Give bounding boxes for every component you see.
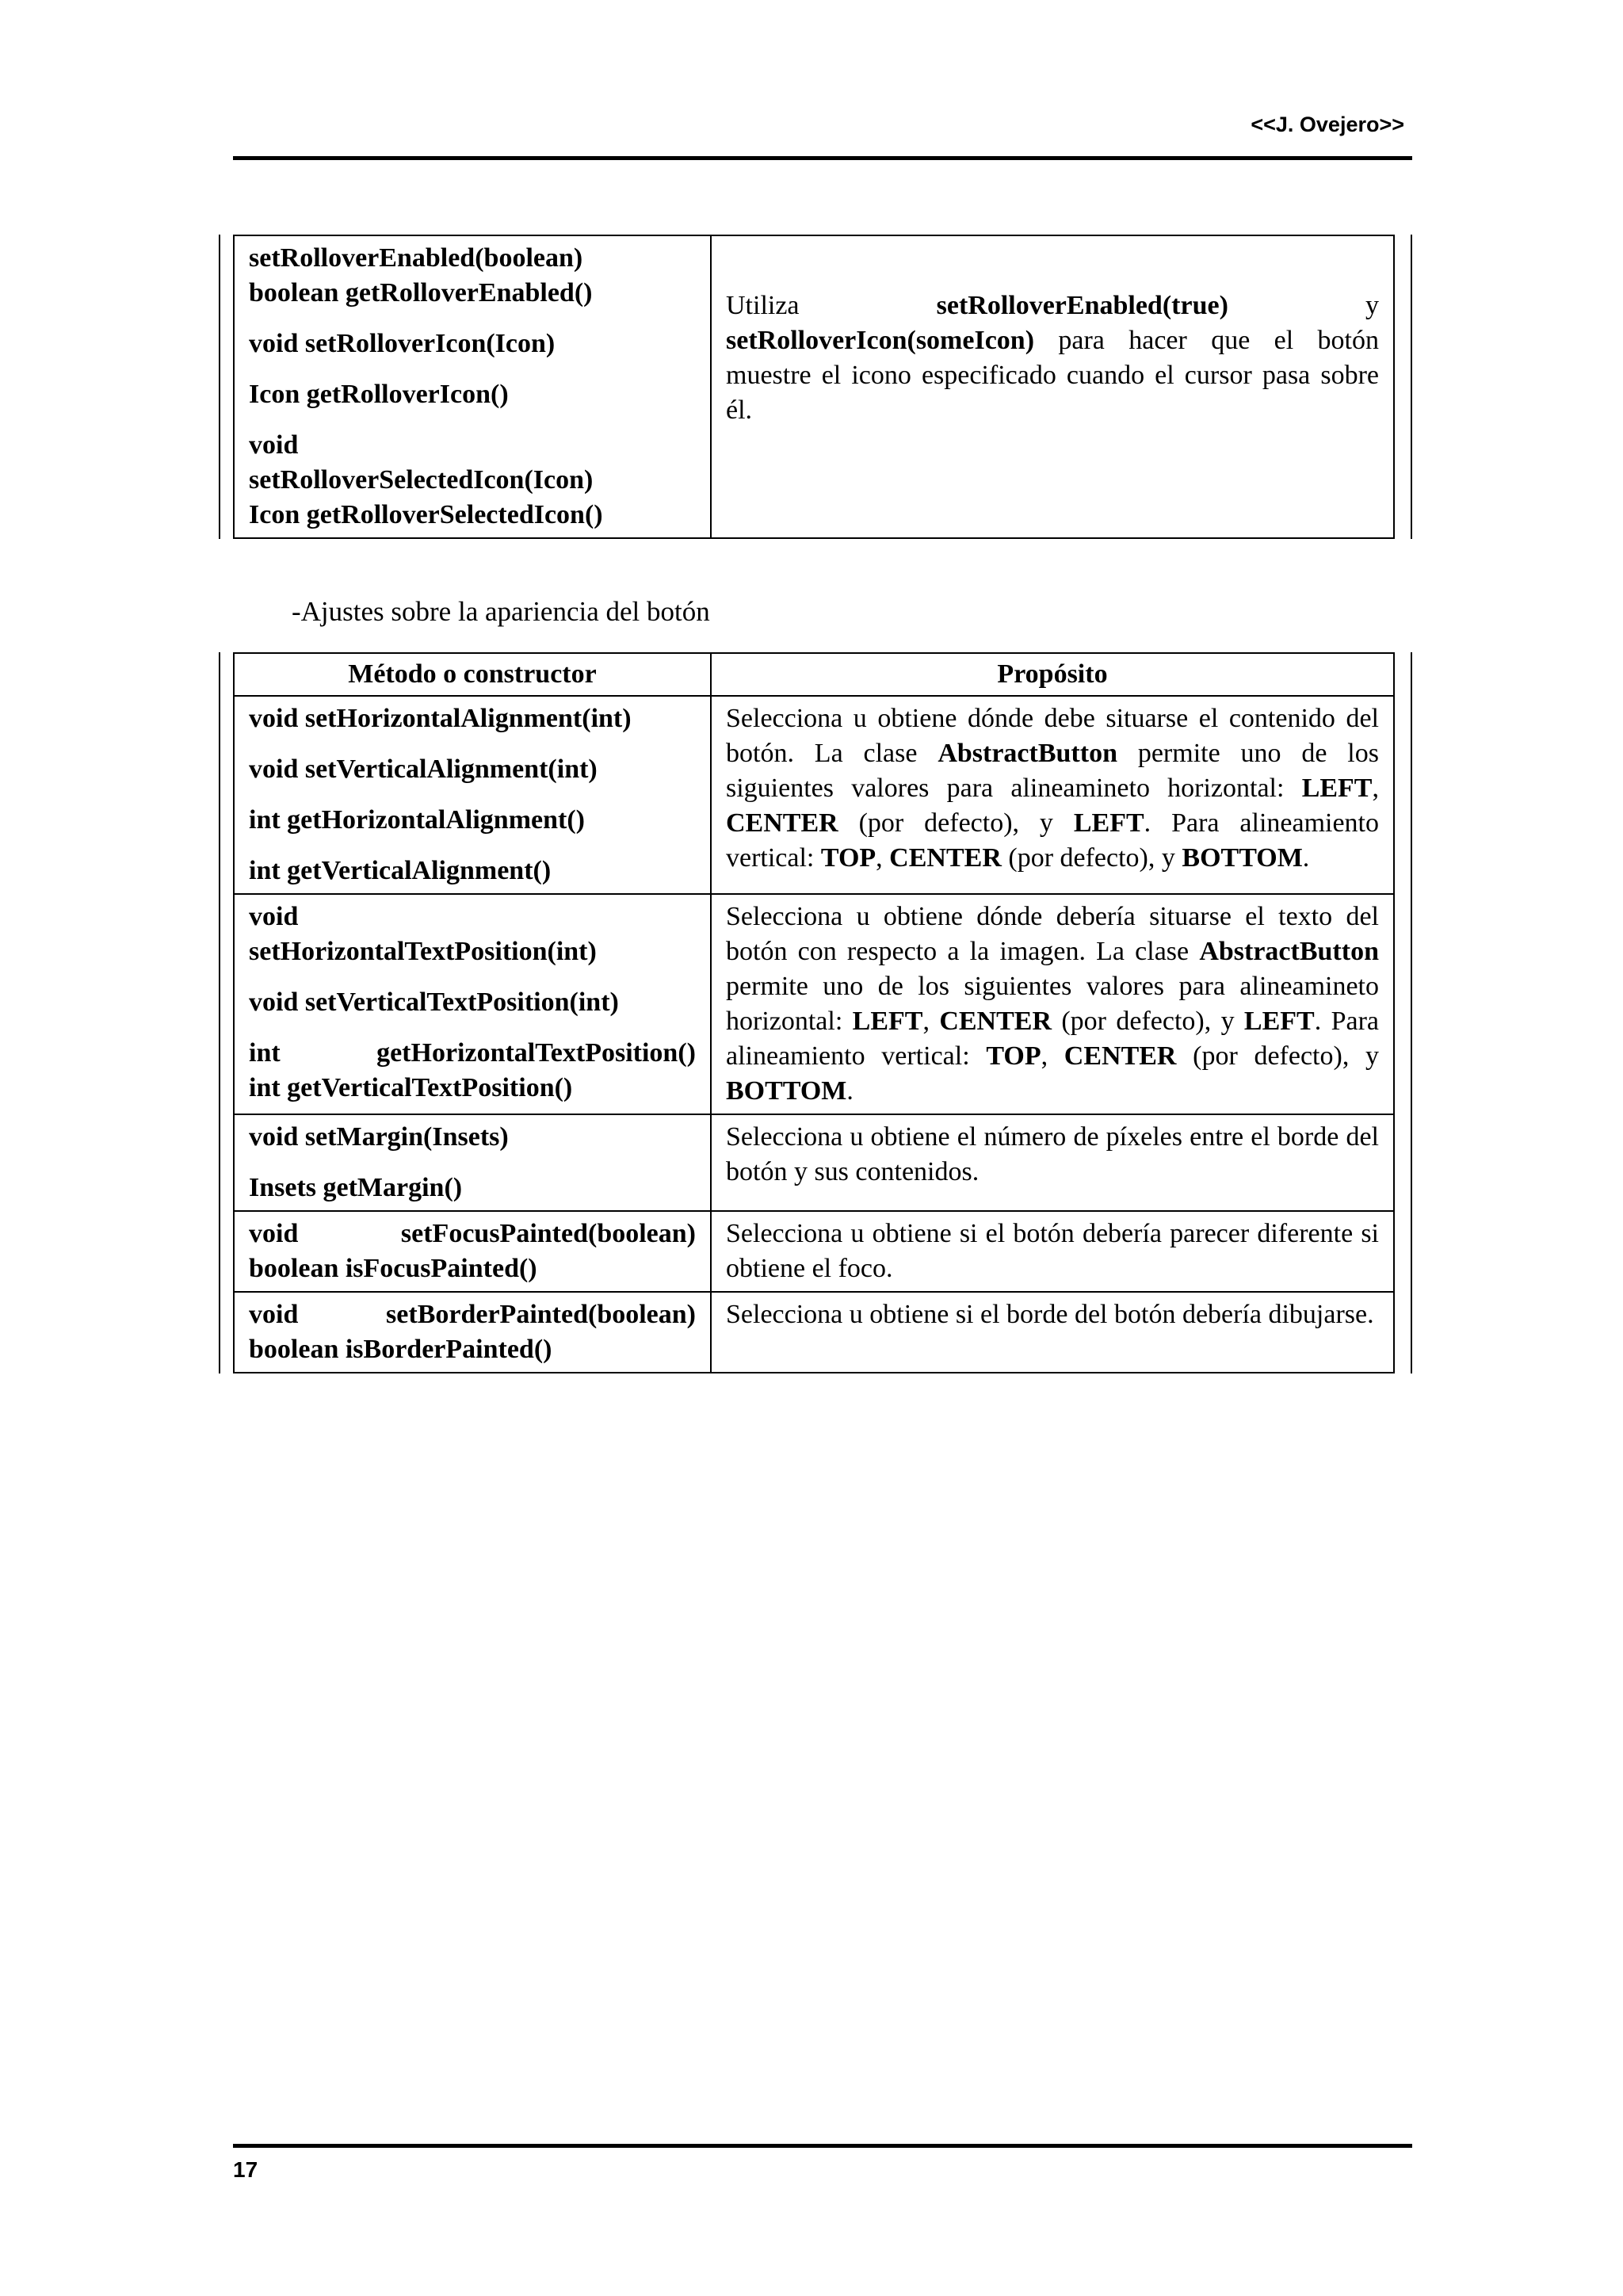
method-cell: [234, 235, 711, 538]
desc-text: Utiliza: [726, 291, 937, 320]
purpose-cell: Selecciona u obtiene si el botón debería parecer diferente si obtiene el foco.: [711, 1211, 1394, 1292]
desc-code: BOTTOM: [1182, 843, 1303, 873]
desc-text: . Para alineamiento vertical:: [726, 808, 1379, 873]
method-name: Icon getRolloverIcon(): [249, 380, 509, 409]
method-cell: [234, 1211, 711, 1292]
method-name: setHorizontalTextPosition(int): [249, 937, 597, 966]
desc-code: TOP: [820, 843, 876, 873]
method-name: boolean getRolloverEnabled(): [249, 278, 593, 308]
desc-text: ,: [1041, 1041, 1064, 1071]
method-name: int getVerticalAlignment(): [249, 856, 552, 885]
table-row: [234, 1292, 1394, 1373]
table-row: [234, 1114, 1394, 1211]
desc-text: y: [1228, 291, 1379, 320]
desc-text: (por defecto), y: [1001, 843, 1182, 873]
method-name: setRolloverSelectedIcon(Icon): [249, 465, 594, 495]
section-caption: -Ajustes sobre la apariencia del botón: [292, 596, 710, 627]
method-name: void setRolloverIcon(Icon): [249, 329, 556, 358]
method-name: int getHorizontalTextPosition(): [249, 1038, 696, 1068]
desc-code: AbstractButton: [938, 739, 1117, 768]
method-name: int getVerticalTextPosition(): [249, 1073, 573, 1102]
desc-code: LEFT: [1073, 808, 1144, 838]
desc-code: AbstractButton: [1199, 937, 1379, 966]
method-name: boolean isBorderPainted(): [249, 1335, 552, 1364]
column-header: Método o constructor: [234, 653, 711, 696]
desc-code: setRolloverIcon(someIcon): [726, 326, 1035, 355]
table-row: [234, 894, 1394, 1114]
page-number: 17: [233, 2157, 258, 2182]
method-cell: [234, 696, 711, 894]
rollover-table: [219, 235, 1412, 539]
desc-text: ,: [876, 843, 890, 873]
table-header-row: [234, 653, 1394, 696]
desc-code: TOP: [986, 1041, 1041, 1071]
desc-text: para hacer que el botón muestre el icono especificado cuando el cursor pasa sobre él.: [726, 326, 1379, 425]
method-name: void setFocusPainted(boolean): [249, 1219, 696, 1248]
desc-code: setRolloverEnabled(true): [936, 291, 1228, 320]
desc-code: CENTER: [726, 808, 838, 838]
desc-text: (por defecto), y: [838, 808, 1074, 838]
method-name: setRolloverEnabled(boolean): [249, 243, 583, 273]
method-name: boolean isFocusPainted(): [249, 1254, 537, 1283]
method-name: void setBorderPainted(boolean): [249, 1300, 696, 1329]
footer-rule: [233, 2144, 1412, 2148]
desc-code: LEFT: [1243, 1007, 1315, 1036]
desc-code: CENTER: [889, 843, 1002, 873]
method-name: void setMargin(Insets): [249, 1122, 509, 1152]
method-name: Icon getRolloverSelectedIcon(): [249, 500, 603, 529]
method-cell: [234, 1292, 711, 1373]
purpose-cell: Selecciona u obtiene si el borde del botón debería dibujarse.: [711, 1292, 1394, 1373]
method-name: void setVerticalTextPosition(int): [249, 988, 619, 1017]
desc-text: ,: [1372, 774, 1379, 803]
table-row: [234, 235, 1394, 538]
desc-code: LEFT: [1301, 774, 1373, 803]
method-name: Insets getMargin(): [249, 1173, 463, 1202]
purpose-cell: [711, 235, 1394, 538]
desc-text: Selecciona u obtiene dónde debe situarse el contenido del botón. La clase: [726, 704, 1379, 768]
desc-text: permite uno de los siguientes valores para alineamineto horizontal:: [726, 972, 1379, 1036]
running-header: <<J. Ovejero>>: [1251, 113, 1404, 136]
table-row: [234, 1211, 1394, 1292]
desc-text: .: [846, 1076, 854, 1106]
header-rule: [233, 156, 1412, 160]
method-name: void setVerticalAlignment(int): [249, 755, 598, 784]
desc-code: LEFT: [852, 1007, 923, 1036]
table-row: [234, 696, 1394, 894]
desc-text: permite uno de los siguientes valores para alineamineto horizontal:: [726, 739, 1379, 803]
purpose-cell: Selecciona u obtiene el número de píxeles entre el borde del botón y sus contenidos.: [711, 1114, 1394, 1211]
desc-text: .: [1302, 843, 1310, 873]
desc-text: Selecciona u obtiene dónde debería situarse el texto del botón con respecto a la imagen. La clase: [726, 902, 1379, 966]
desc-code: CENTER: [939, 1007, 1052, 1036]
method-cell: [234, 894, 711, 1114]
method-name: void setHorizontalAlignment(int): [249, 704, 632, 733]
method-cell: [234, 1114, 711, 1211]
desc-text: (por defecto), y: [1052, 1007, 1244, 1036]
desc-text: (por defecto), y: [1176, 1041, 1380, 1071]
desc-text: ,: [922, 1007, 940, 1036]
method-name: int getHorizontalAlignment(): [249, 805, 585, 835]
desc-text: . Para alineamiento vertical:: [726, 1007, 1379, 1071]
method-name: void: [249, 902, 299, 931]
appearance-table: [219, 652, 1412, 1373]
column-header: Propósito: [711, 653, 1394, 696]
desc-code: BOTTOM: [726, 1076, 847, 1106]
purpose-cell: [711, 894, 1394, 1114]
purpose-cell: [711, 696, 1394, 894]
desc-code: CENTER: [1064, 1041, 1177, 1071]
method-name: void: [249, 430, 299, 460]
